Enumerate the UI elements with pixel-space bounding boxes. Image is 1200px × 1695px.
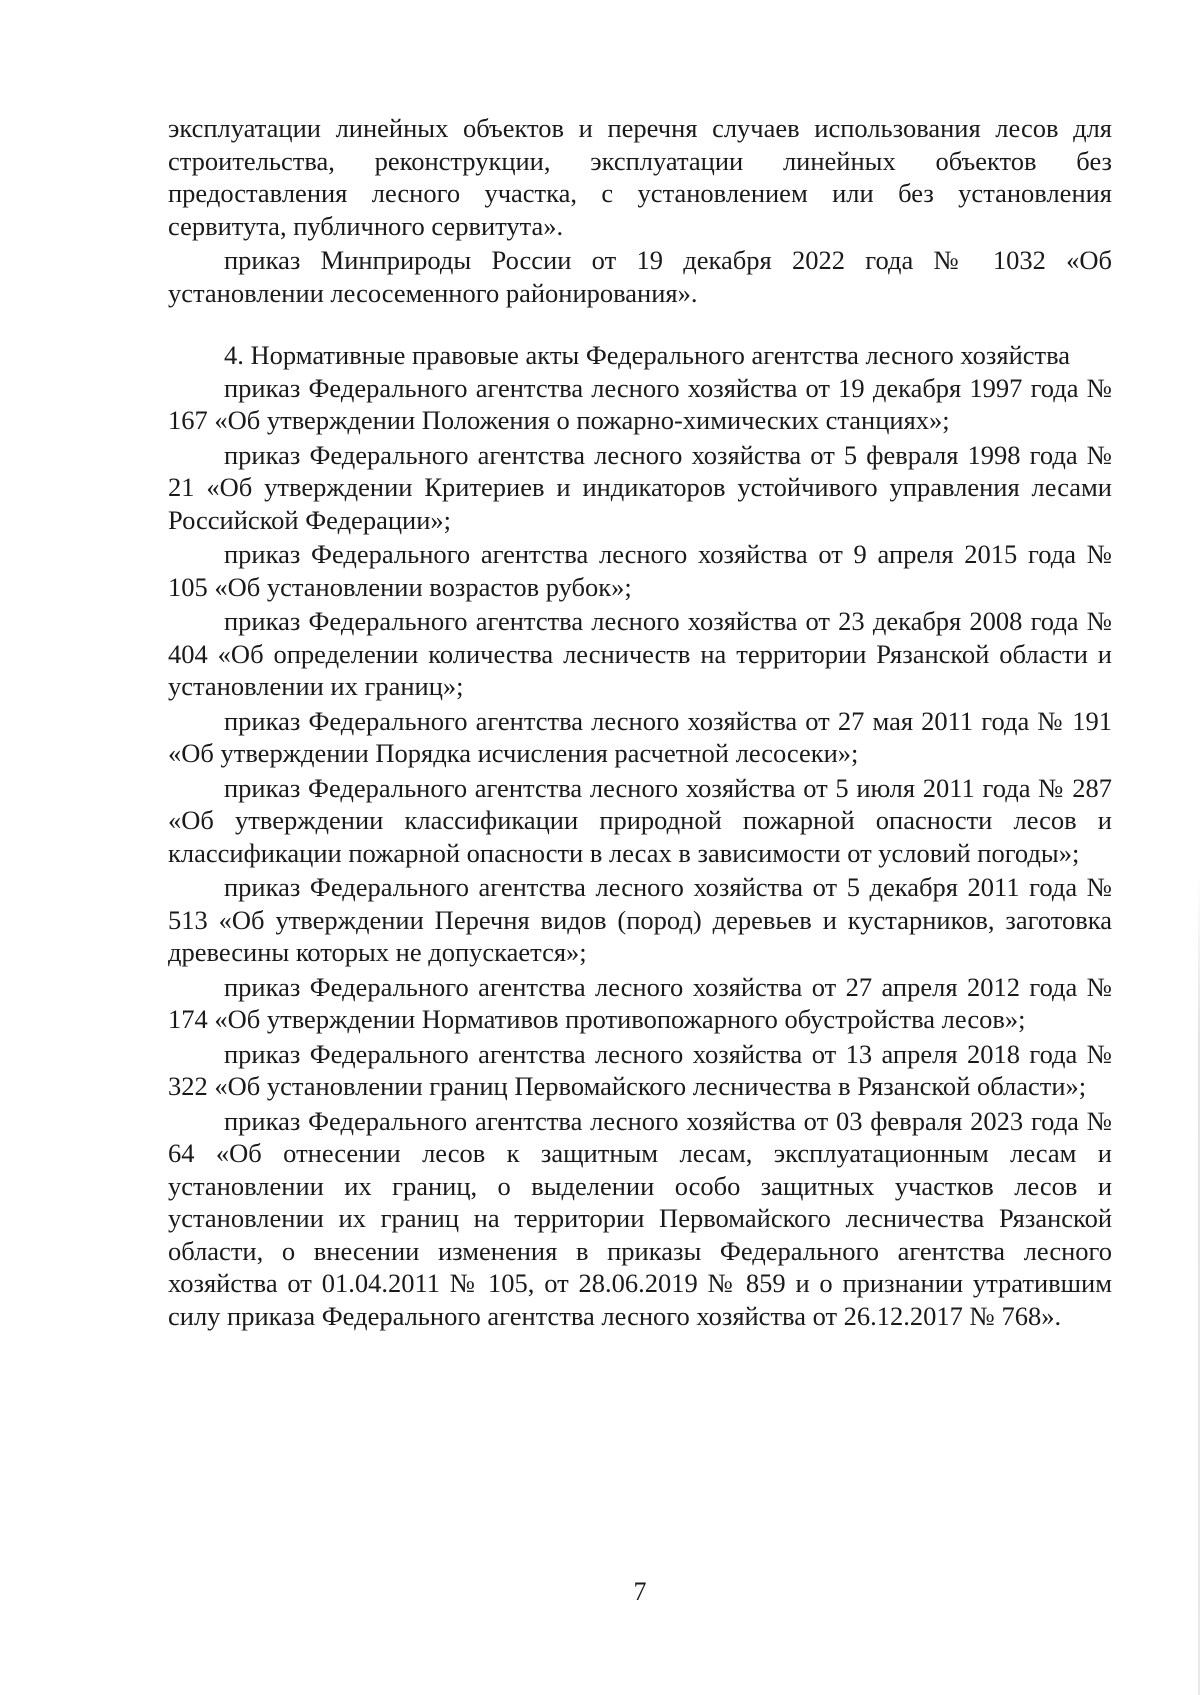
document-page [168,112,1112,1334]
order-item: приказ Федерального агентства лесного хозяйства от 03 февраля 2023 года № 64 «Об отнесении лесов к защитным лесам, эксплуатационным лесам и установлении их границ, о выделении особо защитных участков лесов и установлении их границ на территории Первомайского лесничества Рязанской области, о внесении изменения в приказы Федерального агентства лесного хозяйства от 01.04.2011 № 105, от 28.06.2019 № 859 и о признании утратившим силу приказа Федерального агентства лесного хозяйства от 26.12.2017 № 768». [168,1105,1112,1331]
paragraph-minprirody-order: приказ Минприроды России от 19 декабря 2022 года № 1032 «Об установлении лесосеменного районирования». [168,245,1112,308]
order-item: приказ Федерального агентства лесного хозяйства от 5 декабря 2011 года № 513 «Об утверждении Перечня видов (пород) деревьев и кустарников, заготовка древесины которых не допускается»; [168,872,1112,967]
paragraph-continuation: эксплуатации линейных объектов и перечня случаев использования лесов для строительства, реконструкции, эксплуатации линейных объектов без предоставления лесного участка, с установлением или без установления сервитута, публичного сервитута». [168,113,1112,241]
order-item: приказ Федерального агентства лесного хозяйства от 27 мая 2011 года № 191 «Об утверждении Порядка исчисления расчетной лесосеки»; [168,705,1112,768]
order-item: приказ Федерального агентства лесного хозяйства от 19 декабря 1997 года № 167 «Об утверждении Положения о пожарно-химических станциях»; [168,372,1112,435]
order-item: приказ Федерального агентства лесного хозяйства от 23 декабря 2008 года № 404 «Об определении количества лесничеств на территории Рязанской области и установлении их границ»; [168,606,1112,701]
page-number: 7 [633,1577,647,1606]
order-item: приказ Федерального агентства лесного хозяйства от 27 апреля 2012 года № 174 «Об утверждении Нормативов противопожарного обустройства лесов»; [168,971,1112,1034]
order-item: приказ Федерального агентства лесного хозяйства от 5 июля 2011 года № 287 «Об утверждении классификации природной пожарной опасности лесов и классификации пожарной опасности в лесах в зависимости от условий погоды»; [168,772,1112,868]
order-item: приказ Федерального агентства лесного хозяйства от 5 февраля 1998 года № 21 «Об утверждении Критериев и индикаторов устойчивого управления лесами Российской Федерации»; [168,439,1112,535]
order-item: приказ Федерального агентства лесного хозяйства от 9 апреля 2015 года № 105 «Об установлении возрастов рубок»; [168,539,1112,602]
section-heading: 4. Нормативные правовые акты Федерального агентства лесного хозяйства [224,340,1071,370]
order-item: приказ Федерального агентства лесного хозяйства от 13 апреля 2018 года № 322 «Об установлении границ Первомайского лесничества в Рязанской области»; [168,1038,1112,1101]
